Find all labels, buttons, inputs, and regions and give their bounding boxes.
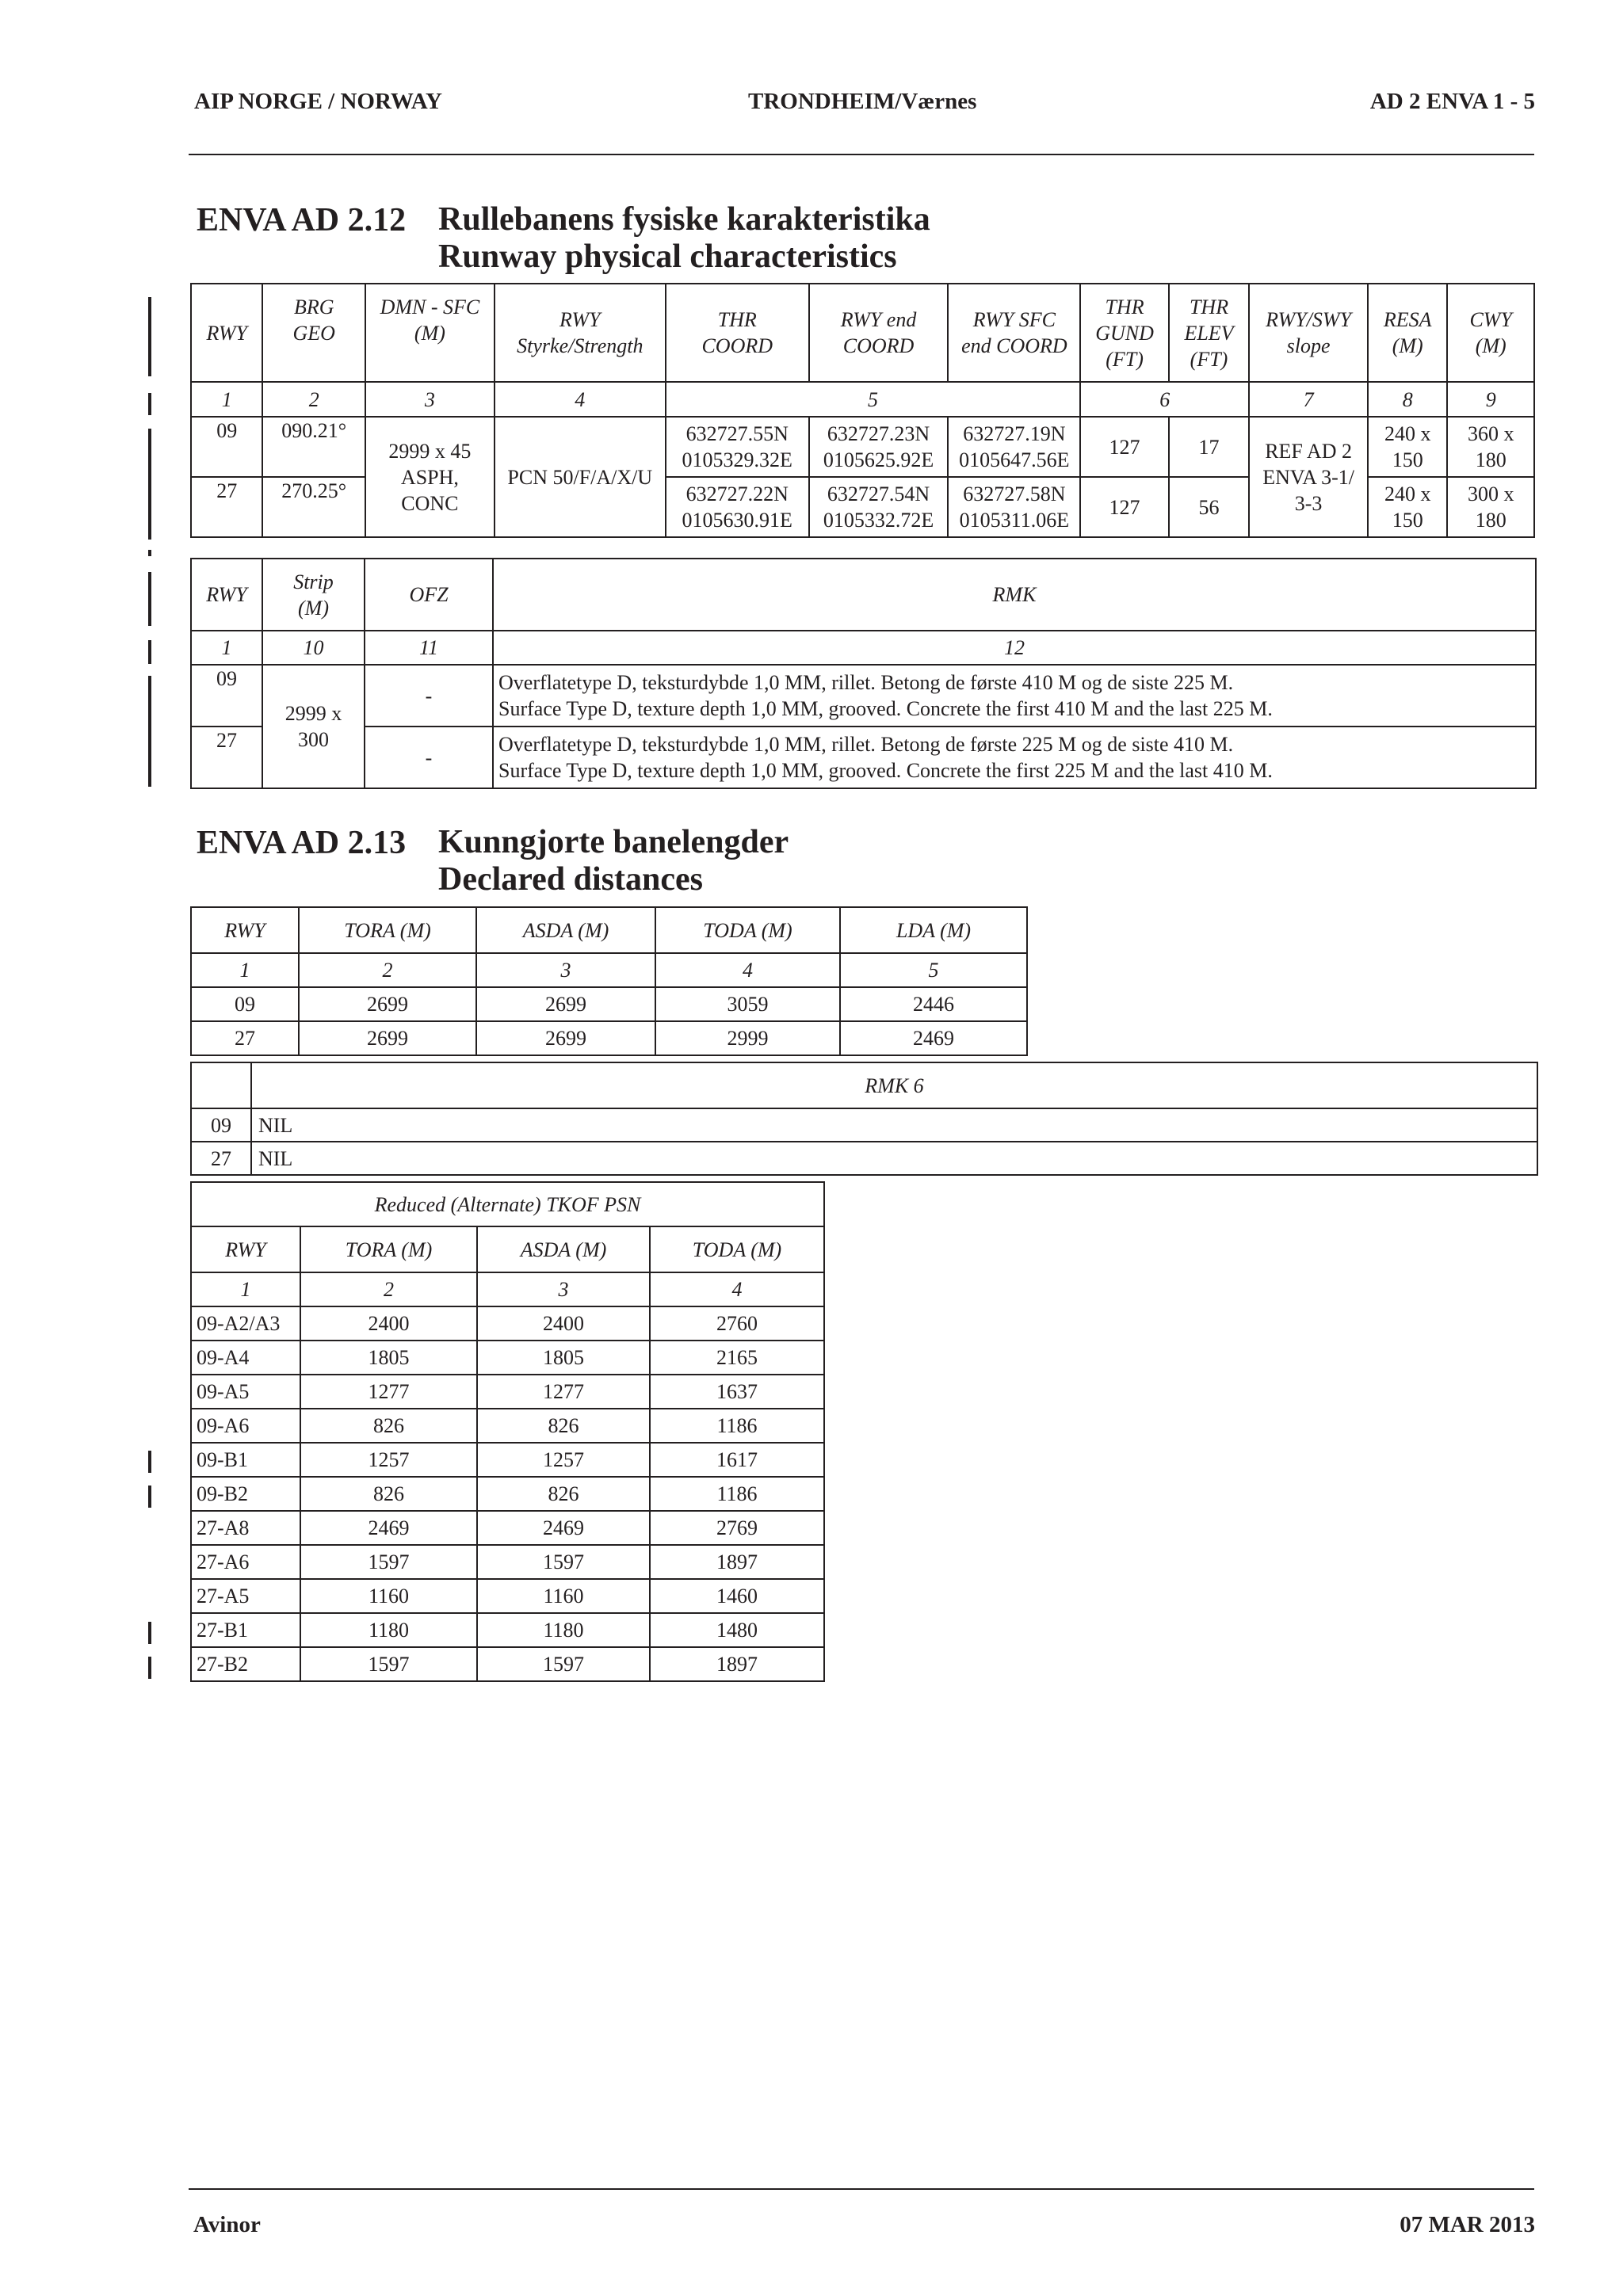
section-number-212: ENVA AD 2.12 xyxy=(197,202,407,238)
column-number-row xyxy=(191,631,1536,665)
change-bar xyxy=(148,1451,151,1473)
col-num: 10 xyxy=(262,631,365,665)
col-resa: RESA (M) xyxy=(1368,284,1447,382)
table-header-row xyxy=(191,1062,1537,1108)
section-title-no: Kunngjorte banelengder xyxy=(438,824,789,860)
change-bar xyxy=(148,676,151,787)
col-slope: RWY/SWY slope xyxy=(1249,284,1368,382)
elev-cell: 17 xyxy=(1169,417,1249,477)
strength-cell: PCN 50/F/A/X/U xyxy=(495,417,666,537)
rwy-cell: 27 xyxy=(191,477,262,537)
table-header-row xyxy=(191,907,1027,953)
table-row xyxy=(191,1477,824,1511)
col-tora: TORA (M) xyxy=(300,1226,477,1272)
col-num: 2 xyxy=(262,382,365,417)
rwy-cell: 09 xyxy=(191,987,299,1021)
col-num: 4 xyxy=(650,1272,824,1306)
table-row xyxy=(191,1375,824,1409)
tora-cell: 1160 xyxy=(300,1579,477,1613)
rwy-cell: 27-B1 xyxy=(191,1613,300,1647)
rwy-cell: 27-A5 xyxy=(191,1579,300,1613)
gund-cell: 127 xyxy=(1080,477,1169,537)
toda-cell: 2769 xyxy=(650,1511,824,1545)
header-center: TRONDHEIM/Værnes xyxy=(748,89,977,114)
col-brg: BRG GEO xyxy=(262,284,365,382)
toda-cell: 2999 xyxy=(655,1021,840,1055)
toda-cell: 2165 xyxy=(650,1341,824,1375)
change-bar xyxy=(148,393,151,415)
tora-cell: 1277 xyxy=(300,1375,477,1409)
col-num: 1 xyxy=(191,382,262,417)
col-rwy: RWY xyxy=(191,284,262,382)
section-title-212 xyxy=(438,201,930,276)
col-num: 1 xyxy=(191,953,299,987)
table-row xyxy=(191,1409,824,1443)
col-num: 6 xyxy=(1080,382,1249,417)
col-elev: THR ELEV (FT) xyxy=(1169,284,1249,382)
change-bar xyxy=(148,640,151,664)
toda-cell: 2760 xyxy=(650,1306,824,1341)
rwy-cell: 09-A4 xyxy=(191,1341,300,1375)
ofz-cell: - xyxy=(365,727,493,788)
header-right: AD 2 ENVA 1 - 5 xyxy=(1369,89,1535,114)
col-asda: ASDA (M) xyxy=(477,1226,650,1272)
tora-cell: 1805 xyxy=(300,1341,477,1375)
change-bar xyxy=(148,429,151,540)
bearing-cell: 270.25° xyxy=(262,477,365,537)
rwy-cell: 27-A6 xyxy=(191,1545,300,1579)
col-num: 3 xyxy=(477,1272,650,1306)
col-num: 1 xyxy=(191,1272,300,1306)
footer-left: Avinor xyxy=(193,2212,261,2237)
cwy-cell: 300 x 180 xyxy=(1447,477,1534,537)
tora-cell: 1597 xyxy=(300,1545,477,1579)
table-row xyxy=(191,1306,824,1341)
table-row xyxy=(191,1579,824,1613)
col-num: 9 xyxy=(1447,382,1534,417)
rwy-cell: 09 xyxy=(191,1108,251,1142)
thr-coord-cell: 632727.55N 0105329.32E xyxy=(666,417,809,477)
dimensions-cell: 2999 x 45 ASPH, CONC xyxy=(365,417,495,537)
tora-cell: 1597 xyxy=(300,1647,477,1681)
col-cwy: CWY (M) xyxy=(1447,284,1534,382)
rwy-cell: 09-B1 xyxy=(191,1443,300,1477)
asda-cell: 1597 xyxy=(477,1647,650,1681)
sfc-coord-cell: 632727.58N 0105311.06E xyxy=(948,477,1080,537)
slope-cell: REF AD 2 ENVA 3-1/ 3-3 xyxy=(1249,417,1368,537)
asda-cell: 1597 xyxy=(477,1545,650,1579)
lda-cell: 2469 xyxy=(840,1021,1027,1055)
change-bar xyxy=(148,1657,151,1679)
rwy-cell: 09 xyxy=(191,417,262,477)
table-row xyxy=(191,1613,824,1647)
table-header-row xyxy=(191,559,1536,631)
section-title-en: Runway physical characteristics xyxy=(438,238,897,275)
asda-cell: 1257 xyxy=(477,1443,650,1477)
tora-cell: 2400 xyxy=(300,1306,477,1341)
remark-cell: NIL xyxy=(251,1142,1537,1175)
change-bar xyxy=(148,297,151,376)
table-row xyxy=(191,1021,1027,1055)
table-row xyxy=(191,1443,824,1477)
col-strip: Strip (M) xyxy=(262,559,365,631)
declared-distances-table xyxy=(190,906,1028,1056)
asda-cell: 1277 xyxy=(477,1375,650,1409)
table-row xyxy=(191,1341,824,1375)
table-header-row xyxy=(191,1226,824,1272)
asda-cell: 2400 xyxy=(477,1306,650,1341)
col-num: 5 xyxy=(840,953,1027,987)
col-gund: THR GUND (FT) xyxy=(1080,284,1169,382)
asda-cell: 1160 xyxy=(477,1579,650,1613)
col-num: 1 xyxy=(191,631,262,665)
change-bar xyxy=(148,572,151,626)
col-rmk: RMK 6 xyxy=(251,1062,1537,1108)
rwy-cell: 27 xyxy=(191,1021,299,1055)
runway-characteristics-table xyxy=(190,283,1535,538)
end-coord-cell: 632727.54N 0105332.72E xyxy=(809,477,949,537)
section-title-213 xyxy=(438,824,789,898)
remark-cell: NIL xyxy=(251,1108,1537,1142)
toda-cell: 1897 xyxy=(650,1647,824,1681)
col-num: 2 xyxy=(300,1272,477,1306)
rwy-cell: 09-A6 xyxy=(191,1409,300,1443)
col-sfc-coord: RWY SFC end COORD xyxy=(948,284,1080,382)
asda-cell: 826 xyxy=(477,1409,650,1443)
column-number-row xyxy=(191,953,1027,987)
col-toda: TODA (M) xyxy=(655,907,840,953)
table-row xyxy=(191,1511,824,1545)
cwy-cell: 360 x 180 xyxy=(1447,417,1534,477)
tora-cell: 2699 xyxy=(299,987,476,1021)
col-rwy xyxy=(191,1062,251,1108)
tora-cell: 2699 xyxy=(299,1021,476,1055)
table-row xyxy=(191,727,1536,788)
rwy-cell: 27-B2 xyxy=(191,1647,300,1681)
remark-cell: Overflatetype D, teksturdybde 1,0 MM, rillet. Betong de første 225 M og de siste 410 M. Surface Type D, texture depth 1,0 MM, grooved. Concrete the first 225 M and the last 410 M. xyxy=(493,727,1536,788)
asda-cell: 2469 xyxy=(477,1511,650,1545)
asda-cell: 1805 xyxy=(477,1341,650,1375)
table-row xyxy=(191,1108,1537,1142)
table-title: Reduced (Alternate) TKOF PSN xyxy=(191,1182,824,1226)
col-num: 12 xyxy=(493,631,1536,665)
col-rwy: RWY xyxy=(191,1226,300,1272)
col-num: 3 xyxy=(476,953,655,987)
reduced-takeoff-positions-table xyxy=(190,1181,825,1682)
declared-distances-remarks-table xyxy=(190,1062,1538,1176)
col-asda: ASDA (M) xyxy=(476,907,655,953)
gund-cell: 127 xyxy=(1080,417,1169,477)
toda-cell: 1897 xyxy=(650,1545,824,1579)
col-num: 11 xyxy=(365,631,493,665)
thr-coord-cell: 632727.22N 0105630.91E xyxy=(666,477,809,537)
asda-cell: 1180 xyxy=(477,1613,650,1647)
ofz-cell: - xyxy=(365,665,493,727)
rwy-cell: 27 xyxy=(191,1142,251,1175)
toda-cell: 1637 xyxy=(650,1375,824,1409)
rwy-cell: 27 xyxy=(191,727,262,788)
tora-cell: 1257 xyxy=(300,1443,477,1477)
tora-cell: 826 xyxy=(300,1477,477,1511)
table-row xyxy=(191,1142,1537,1175)
col-strength: RWY Styrke/Strength xyxy=(495,284,666,382)
section-number-213: ENVA AD 2.13 xyxy=(197,825,407,861)
runway-remarks-table xyxy=(190,558,1537,789)
table-header-row xyxy=(191,284,1534,382)
column-number-row xyxy=(191,1272,824,1306)
change-bar xyxy=(148,1486,151,1508)
resa-cell: 240 x 150 xyxy=(1368,417,1447,477)
asda-cell: 2699 xyxy=(476,1021,655,1055)
table-body xyxy=(191,1306,824,1681)
change-bar xyxy=(148,1622,151,1644)
toda-cell: 1186 xyxy=(650,1409,824,1443)
tora-cell: 2469 xyxy=(300,1511,477,1545)
elev-cell: 56 xyxy=(1169,477,1249,537)
rwy-cell: 09 xyxy=(191,665,262,727)
section-title-en: Declared distances xyxy=(438,861,704,898)
resa-cell: 240 x 150 xyxy=(1368,477,1447,537)
col-toda: TODA (M) xyxy=(650,1226,824,1272)
rwy-cell: 09-B2 xyxy=(191,1477,300,1511)
col-lda: LDA (M) xyxy=(840,907,1027,953)
col-num: 7 xyxy=(1249,382,1368,417)
col-dmn: DMN - SFC (M) xyxy=(365,284,495,382)
table-row xyxy=(191,987,1027,1021)
toda-cell: 1617 xyxy=(650,1443,824,1477)
col-ofz: OFZ xyxy=(365,559,493,631)
rwy-cell: 27-A8 xyxy=(191,1511,300,1545)
change-bar xyxy=(148,550,151,556)
toda-cell: 1186 xyxy=(650,1477,824,1511)
col-rmk: RMK xyxy=(493,559,1536,631)
col-num: 8 xyxy=(1368,382,1447,417)
header-rule xyxy=(189,154,1534,155)
col-tora: TORA (M) xyxy=(299,907,476,953)
col-end-coord: RWY end COORD xyxy=(809,284,949,382)
table-row xyxy=(191,1647,824,1681)
table-title-row xyxy=(191,1182,824,1226)
header-left: AIP NORGE / NORWAY xyxy=(194,89,442,114)
section-title-no: Rullebanens fysiske karakteristika xyxy=(438,201,930,238)
tora-cell: 826 xyxy=(300,1409,477,1443)
sfc-coord-cell: 632727.19N 0105647.56E xyxy=(948,417,1080,477)
toda-cell: 3059 xyxy=(655,987,840,1021)
rwy-cell: 09-A2/A3 xyxy=(191,1306,300,1341)
col-thr-coord: THR COORD xyxy=(666,284,809,382)
toda-cell: 1460 xyxy=(650,1579,824,1613)
bearing-cell: 090.21° xyxy=(262,417,365,477)
col-rwy: RWY xyxy=(191,907,299,953)
col-rwy: RWY xyxy=(191,559,262,631)
asda-cell: 2699 xyxy=(476,987,655,1021)
footer-rule xyxy=(189,2188,1534,2190)
asda-cell: 826 xyxy=(477,1477,650,1511)
col-num: 4 xyxy=(495,382,666,417)
rwy-cell: 09-A5 xyxy=(191,1375,300,1409)
col-num: 3 xyxy=(365,382,495,417)
col-num: 4 xyxy=(655,953,840,987)
strip-cell: 2999 x 300 xyxy=(262,665,365,788)
table-row xyxy=(191,665,1536,727)
footer-right: 07 MAR 2013 xyxy=(1400,2212,1535,2237)
toda-cell: 1480 xyxy=(650,1613,824,1647)
tora-cell: 1180 xyxy=(300,1613,477,1647)
column-number-row xyxy=(191,382,1534,417)
table-row xyxy=(191,417,1534,477)
remark-cell: Overflatetype D, teksturdybde 1,0 MM, rillet. Betong de første 410 M og de siste 225 M. Surface Type D, texture depth 1,0 MM, grooved. Concrete the first 410 M and the last 225 M. xyxy=(493,665,1536,727)
end-coord-cell: 632727.23N 0105625.92E xyxy=(809,417,949,477)
col-num: 5 xyxy=(666,382,1080,417)
lda-cell: 2446 xyxy=(840,987,1027,1021)
table-row xyxy=(191,1545,824,1579)
col-num: 2 xyxy=(299,953,476,987)
